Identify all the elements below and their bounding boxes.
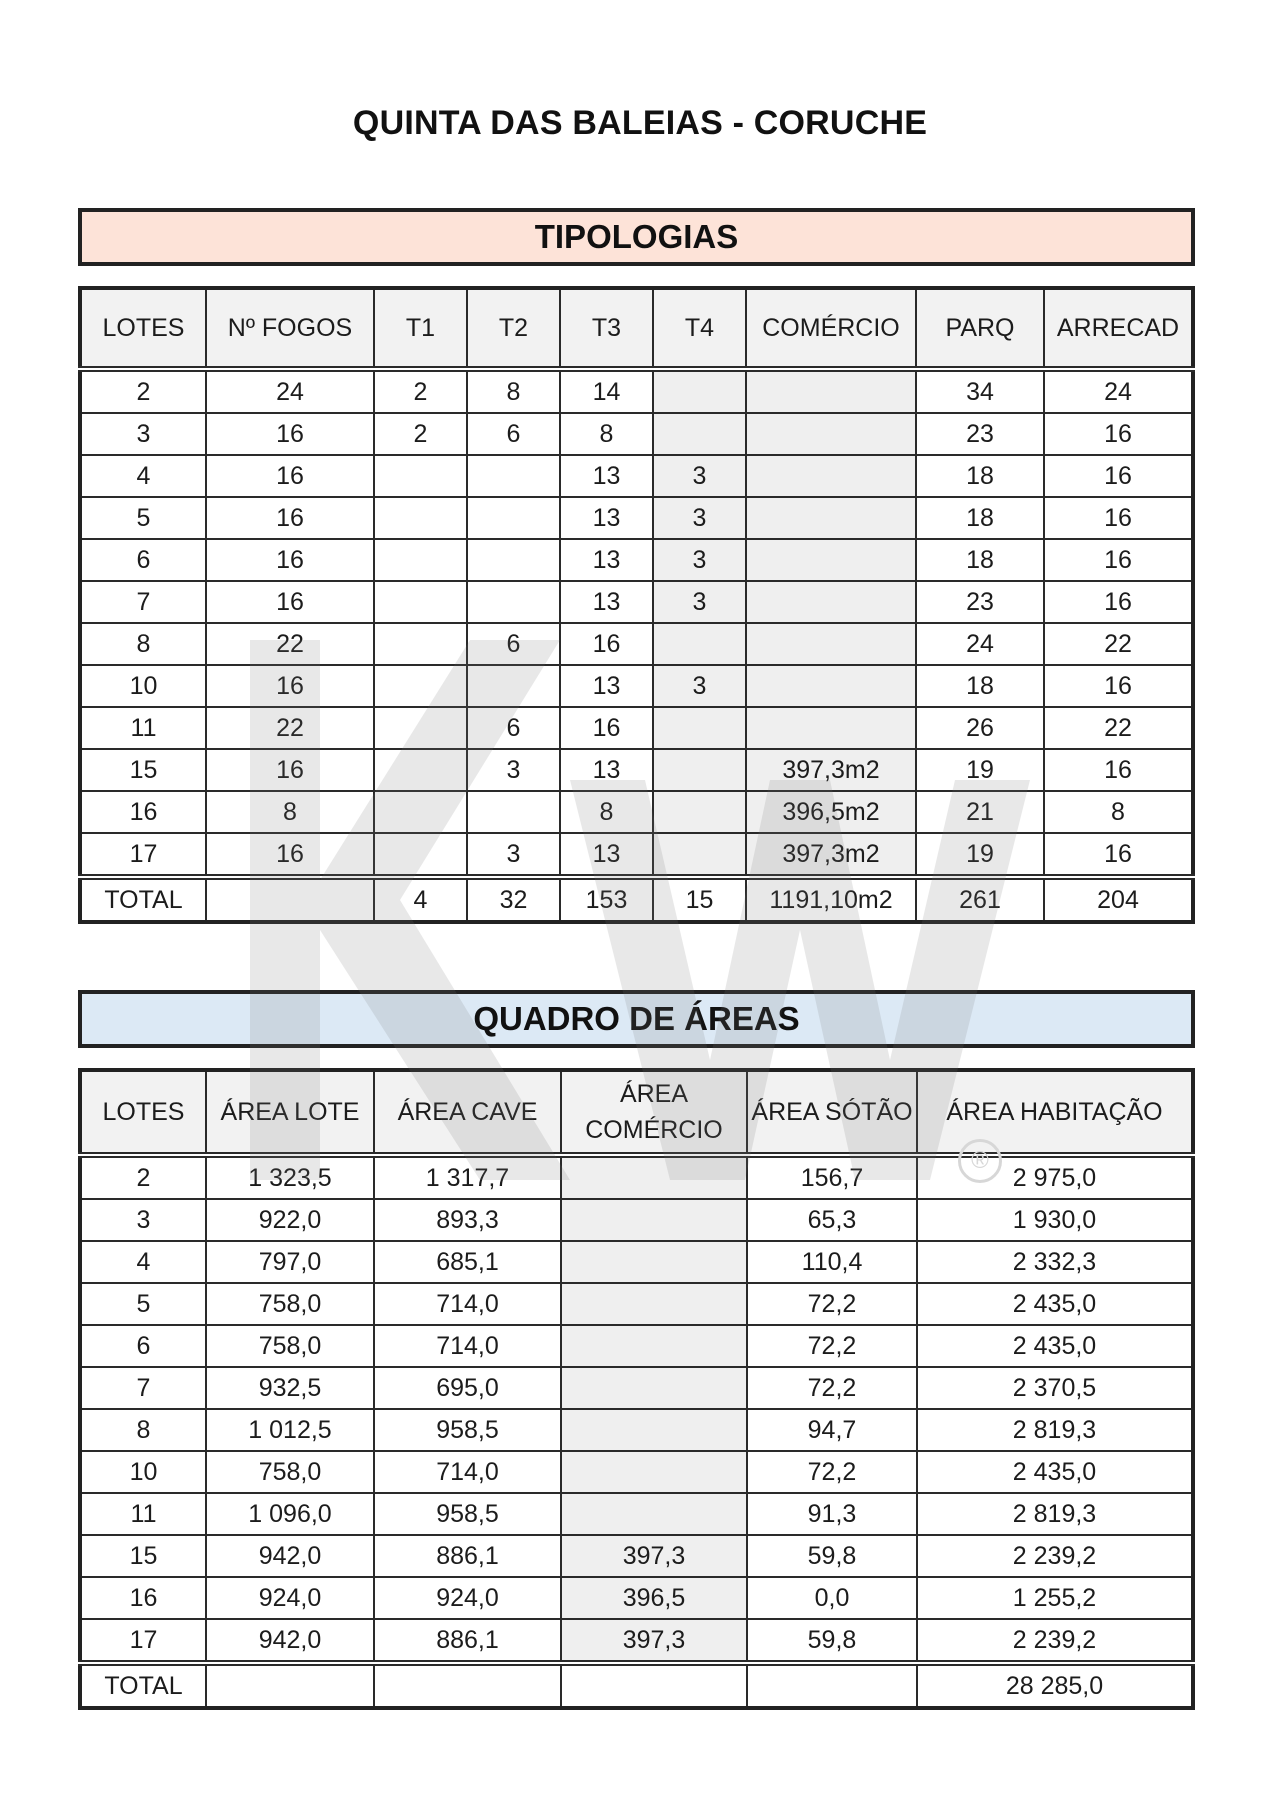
tipologias-column-header: T4 bbox=[653, 288, 746, 369]
areas-cell bbox=[561, 1199, 747, 1241]
areas-cell: 8 bbox=[80, 1409, 206, 1451]
areas-cell: 156,7 bbox=[747, 1155, 917, 1199]
tipologias-cell: 16 bbox=[206, 539, 374, 581]
areas-cell: 1 255,2 bbox=[917, 1577, 1193, 1619]
areas-cell: 1 317,7 bbox=[374, 1155, 561, 1199]
areas-cell: 2 370,5 bbox=[917, 1367, 1193, 1409]
areas-cell: 10 bbox=[80, 1451, 206, 1493]
tipologias-cell: 19 bbox=[916, 749, 1044, 791]
tipologias-cell bbox=[374, 665, 467, 707]
tipologias-cell: 6 bbox=[467, 707, 560, 749]
areas-row bbox=[80, 1325, 1193, 1367]
areas-cell: 893,3 bbox=[374, 1199, 561, 1241]
tipologias-cell: 4 bbox=[374, 877, 467, 922]
areas-row bbox=[80, 1241, 1193, 1283]
tipologias-cell bbox=[653, 413, 746, 455]
tipologias-cell bbox=[467, 791, 560, 833]
tipologias-column-header: ARRECAD bbox=[1044, 288, 1193, 369]
tipologias-cell: 6 bbox=[467, 413, 560, 455]
tipologias-column-header: T2 bbox=[467, 288, 560, 369]
tipologias-cell: 24 bbox=[916, 623, 1044, 665]
tipologias-cell: 13 bbox=[560, 665, 653, 707]
tipologias-cell: 397,3m2 bbox=[746, 833, 916, 877]
areas-cell: 28 285,0 bbox=[917, 1663, 1193, 1708]
tipologias-cell: 5 bbox=[80, 497, 206, 539]
tipologias-cell: 8 bbox=[206, 791, 374, 833]
areas-row bbox=[80, 1535, 1193, 1577]
areas-cell: 2 435,0 bbox=[917, 1325, 1193, 1367]
tipologias-cell: 2 bbox=[374, 369, 467, 413]
areas-column-header: ÁREA COMÉRCIO bbox=[561, 1070, 747, 1155]
tipologias-row bbox=[80, 539, 1193, 581]
tipologias-column-header: LOTES bbox=[80, 288, 206, 369]
tipologias-cell: 24 bbox=[206, 369, 374, 413]
tipologias-cell bbox=[374, 791, 467, 833]
tipologias-column-header: COMÉRCIO bbox=[746, 288, 916, 369]
tipologias-cell: 8 bbox=[560, 791, 653, 833]
tipologias-cell: 15 bbox=[80, 749, 206, 791]
tipologias-cell: 17 bbox=[80, 833, 206, 877]
areas-cell bbox=[561, 1283, 747, 1325]
areas-cell: 942,0 bbox=[206, 1619, 374, 1663]
tipologias-cell: 397,3m2 bbox=[746, 749, 916, 791]
areas-cell bbox=[747, 1663, 917, 1708]
tipologias-cell: 32 bbox=[467, 877, 560, 922]
tipologias-title: TIPOLOGIAS bbox=[78, 208, 1195, 266]
areas-row bbox=[80, 1409, 1193, 1451]
areas-header-row bbox=[80, 1070, 1193, 1155]
tipologias-row bbox=[80, 581, 1193, 623]
tipologias-table bbox=[78, 286, 1195, 924]
areas-cell: 1 930,0 bbox=[917, 1199, 1193, 1241]
tipologias-cell: 16 bbox=[1044, 833, 1193, 877]
areas-cell: 2 239,2 bbox=[917, 1619, 1193, 1663]
tipologias-cell: 26 bbox=[916, 707, 1044, 749]
tipologias-row bbox=[80, 665, 1193, 707]
tipologias-cell: 3 bbox=[653, 497, 746, 539]
tipologias-cell: 153 bbox=[560, 877, 653, 922]
tipologias-cell: 3 bbox=[653, 665, 746, 707]
areas-row bbox=[80, 1451, 1193, 1493]
tipologias-cell: 16 bbox=[1044, 413, 1193, 455]
tipologias-cell: 8 bbox=[467, 369, 560, 413]
tipologias-cell: 13 bbox=[560, 497, 653, 539]
tipologias-cell bbox=[374, 623, 467, 665]
tipologias-row bbox=[80, 497, 1193, 539]
tipologias-cell: 16 bbox=[206, 749, 374, 791]
areas-cell: 2 435,0 bbox=[917, 1451, 1193, 1493]
tipologias-cell: 1191,10m2 bbox=[746, 877, 916, 922]
areas-cell: 72,2 bbox=[747, 1325, 917, 1367]
tipologias-cell: 8 bbox=[560, 413, 653, 455]
areas-row bbox=[80, 1367, 1193, 1409]
areas-cell: 65,3 bbox=[747, 1199, 917, 1241]
areas-cell: 72,2 bbox=[747, 1451, 917, 1493]
tipologias-column-header: T3 bbox=[560, 288, 653, 369]
areas-row bbox=[80, 1199, 1193, 1241]
tipologias-cell: 11 bbox=[80, 707, 206, 749]
areas-cell: TOTAL bbox=[80, 1663, 206, 1708]
tipologias-header-row bbox=[80, 288, 1193, 369]
areas-cell: 2 819,3 bbox=[917, 1409, 1193, 1451]
areas-cell bbox=[206, 1663, 374, 1708]
tipologias-cell bbox=[746, 369, 916, 413]
areas-cell: 922,0 bbox=[206, 1199, 374, 1241]
tipologias-cell: 18 bbox=[916, 497, 1044, 539]
tipologias-cell: 3 bbox=[653, 581, 746, 623]
tipologias-cell: 261 bbox=[916, 877, 1044, 922]
areas-cell: 72,2 bbox=[747, 1283, 917, 1325]
areas-cell: 2 435,0 bbox=[917, 1283, 1193, 1325]
areas-cell: 714,0 bbox=[374, 1325, 561, 1367]
tipologias-cell bbox=[653, 369, 746, 413]
tipologias-cell: 15 bbox=[653, 877, 746, 922]
areas-cell: 695,0 bbox=[374, 1367, 561, 1409]
tipologias-cell: 396,5m2 bbox=[746, 791, 916, 833]
tipologias-cell bbox=[746, 539, 916, 581]
areas-row bbox=[80, 1577, 1193, 1619]
tipologias-row bbox=[80, 413, 1193, 455]
tipologias-row bbox=[80, 623, 1193, 665]
tipologias-row bbox=[80, 749, 1193, 791]
tipologias-cell: 16 bbox=[80, 791, 206, 833]
tipologias-row bbox=[80, 707, 1193, 749]
areas-cell: 1 012,5 bbox=[206, 1409, 374, 1451]
tipologias-cell bbox=[653, 623, 746, 665]
tipologias-cell: 3 bbox=[653, 539, 746, 581]
tipologias-cell: 16 bbox=[1044, 455, 1193, 497]
tipologias-cell: 16 bbox=[206, 413, 374, 455]
tipologias-cell: 7 bbox=[80, 581, 206, 623]
areas-cell bbox=[561, 1367, 747, 1409]
areas-cell: 397,3 bbox=[561, 1619, 747, 1663]
areas-cell: 17 bbox=[80, 1619, 206, 1663]
areas-cell bbox=[561, 1663, 747, 1708]
tipologias-cell: 3 bbox=[653, 455, 746, 497]
areas-cell: 72,2 bbox=[747, 1367, 917, 1409]
tipologias-cell bbox=[467, 497, 560, 539]
tipologias-cell bbox=[374, 455, 467, 497]
areas-cell bbox=[561, 1451, 747, 1493]
tipologias-cell: 6 bbox=[80, 539, 206, 581]
tipologias-total-row bbox=[80, 877, 1193, 922]
tipologias-cell: 3 bbox=[80, 413, 206, 455]
tipologias-row bbox=[80, 833, 1193, 877]
areas-cell: 6 bbox=[80, 1325, 206, 1367]
tipologias-cell: 22 bbox=[1044, 707, 1193, 749]
tipologias-cell: 18 bbox=[916, 455, 1044, 497]
tipologias-cell bbox=[653, 707, 746, 749]
areas-cell: 91,3 bbox=[747, 1493, 917, 1535]
tipologias-cell bbox=[653, 833, 746, 877]
tipologias-cell: 16 bbox=[1044, 665, 1193, 707]
tipologias-cell: 10 bbox=[80, 665, 206, 707]
tipologias-cell bbox=[374, 707, 467, 749]
tipologias-row bbox=[80, 455, 1193, 497]
areas-cell: 685,1 bbox=[374, 1241, 561, 1283]
tipologias-cell: 16 bbox=[560, 623, 653, 665]
tipologias-cell bbox=[374, 497, 467, 539]
tipologias-cell bbox=[374, 833, 467, 877]
tipologias-cell bbox=[746, 413, 916, 455]
areas-cell bbox=[374, 1663, 561, 1708]
areas-cell: 714,0 bbox=[374, 1451, 561, 1493]
areas-cell: 886,1 bbox=[374, 1619, 561, 1663]
areas-cell: 11 bbox=[80, 1493, 206, 1535]
tipologias-cell bbox=[374, 581, 467, 623]
tipologias-cell bbox=[746, 581, 916, 623]
areas-cell: 886,1 bbox=[374, 1535, 561, 1577]
tipologias-cell: 2 bbox=[80, 369, 206, 413]
areas-cell: 3 bbox=[80, 1199, 206, 1241]
tipologias-cell: 19 bbox=[916, 833, 1044, 877]
areas-cell: 110,4 bbox=[747, 1241, 917, 1283]
tipologias-cell bbox=[467, 665, 560, 707]
tipologias-cell: 21 bbox=[916, 791, 1044, 833]
tipologias-row bbox=[80, 369, 1193, 413]
tipologias-cell: 13 bbox=[560, 833, 653, 877]
tipologias-cell: 13 bbox=[560, 749, 653, 791]
areas-cell: 797,0 bbox=[206, 1241, 374, 1283]
areas-column-header: LOTES bbox=[80, 1070, 206, 1155]
tipologias-cell: 8 bbox=[80, 623, 206, 665]
tipologias-cell: 6 bbox=[467, 623, 560, 665]
tipologias-cell: 22 bbox=[1044, 623, 1193, 665]
tipologias-cell: 16 bbox=[1044, 749, 1193, 791]
areas-table bbox=[78, 1068, 1195, 1710]
tipologias-cell bbox=[746, 665, 916, 707]
tipologias-row bbox=[80, 791, 1193, 833]
tipologias-cell: 23 bbox=[916, 581, 1044, 623]
tipologias-cell: 8 bbox=[1044, 791, 1193, 833]
registered-mark-icon: ® bbox=[958, 1139, 1002, 1183]
areas-row bbox=[80, 1155, 1193, 1199]
areas-cell: 924,0 bbox=[374, 1577, 561, 1619]
areas-cell bbox=[561, 1409, 747, 1451]
tipologias-cell bbox=[746, 455, 916, 497]
tipologias-cell: 22 bbox=[206, 707, 374, 749]
tipologias-cell: 16 bbox=[206, 833, 374, 877]
areas-cell: 5 bbox=[80, 1283, 206, 1325]
areas-cell: 924,0 bbox=[206, 1577, 374, 1619]
areas-cell: 396,5 bbox=[561, 1577, 747, 1619]
areas-column-header: ÁREA LOTE bbox=[206, 1070, 374, 1155]
tipologias-cell: 4 bbox=[80, 455, 206, 497]
tipologias-cell: 16 bbox=[206, 455, 374, 497]
areas-cell: 59,8 bbox=[747, 1535, 917, 1577]
tipologias-cell: 13 bbox=[560, 539, 653, 581]
tipologias-cell bbox=[653, 749, 746, 791]
areas-cell: 2 332,3 bbox=[917, 1241, 1193, 1283]
areas-title: QUADRO DE ÁREAS bbox=[78, 990, 1195, 1048]
tipologias-cell bbox=[467, 539, 560, 581]
document-title: QUINTA DAS BALEIAS - CORUCHE bbox=[352, 104, 928, 142]
areas-cell: 7 bbox=[80, 1367, 206, 1409]
areas-row bbox=[80, 1283, 1193, 1325]
areas-cell: 0,0 bbox=[747, 1577, 917, 1619]
tipologias-cell bbox=[746, 707, 916, 749]
tipologias-cell: 16 bbox=[1044, 497, 1193, 539]
areas-cell: 714,0 bbox=[374, 1283, 561, 1325]
tipologias-column-header: PARQ bbox=[916, 288, 1044, 369]
tipologias-cell bbox=[467, 581, 560, 623]
tipologias-cell bbox=[206, 877, 374, 922]
areas-row bbox=[80, 1619, 1193, 1663]
tipologias-cell bbox=[374, 539, 467, 581]
areas-cell: 758,0 bbox=[206, 1451, 374, 1493]
areas-cell: 758,0 bbox=[206, 1283, 374, 1325]
tipologias-column-header: Nº FOGOS bbox=[206, 288, 374, 369]
tipologias-cell: TOTAL bbox=[80, 877, 206, 922]
areas-column-header: ÁREA SÓTÃO bbox=[747, 1070, 917, 1155]
areas-cell: 1 323,5 bbox=[206, 1155, 374, 1199]
areas-column-header: ÁREA CAVE bbox=[374, 1070, 561, 1155]
tipologias-cell: 22 bbox=[206, 623, 374, 665]
tipologias-cell bbox=[653, 791, 746, 833]
tipologias-cell: 24 bbox=[1044, 369, 1193, 413]
tipologias-cell: 16 bbox=[206, 581, 374, 623]
areas-cell: 958,5 bbox=[374, 1409, 561, 1451]
areas-cell: 59,8 bbox=[747, 1619, 917, 1663]
tipologias-cell: 18 bbox=[916, 665, 1044, 707]
tipologias-cell: 2 bbox=[374, 413, 467, 455]
areas-cell: 397,3 bbox=[561, 1535, 747, 1577]
areas-cell: 2 975,0 bbox=[917, 1155, 1193, 1199]
areas-cell bbox=[561, 1241, 747, 1283]
tipologias-cell: 16 bbox=[560, 707, 653, 749]
areas-cell bbox=[561, 1493, 747, 1535]
areas-cell: 758,0 bbox=[206, 1325, 374, 1367]
tipologias-cell: 16 bbox=[1044, 581, 1193, 623]
tipologias-cell: 18 bbox=[916, 539, 1044, 581]
areas-cell: 16 bbox=[80, 1577, 206, 1619]
areas-cell: 2 bbox=[80, 1155, 206, 1199]
areas-total-row bbox=[80, 1663, 1193, 1708]
tipologias-cell bbox=[746, 623, 916, 665]
areas-cell: 94,7 bbox=[747, 1409, 917, 1451]
tipologias-column-header: T1 bbox=[374, 288, 467, 369]
tipologias-cell bbox=[746, 497, 916, 539]
areas-cell: 15 bbox=[80, 1535, 206, 1577]
areas-cell: 932,5 bbox=[206, 1367, 374, 1409]
areas-cell: 1 096,0 bbox=[206, 1493, 374, 1535]
tipologias-cell: 204 bbox=[1044, 877, 1193, 922]
tipologias-cell: 3 bbox=[467, 749, 560, 791]
tipologias-cell: 14 bbox=[560, 369, 653, 413]
tipologias-cell: 16 bbox=[206, 665, 374, 707]
tipologias-cell: 23 bbox=[916, 413, 1044, 455]
areas-cell: 2 239,2 bbox=[917, 1535, 1193, 1577]
tipologias-cell: 16 bbox=[206, 497, 374, 539]
areas-column-header: ÁREA HABITAÇÃO bbox=[917, 1070, 1193, 1155]
areas-cell bbox=[561, 1325, 747, 1367]
tipologias-cell: 16 bbox=[1044, 539, 1193, 581]
areas-cell: 958,5 bbox=[374, 1493, 561, 1535]
areas-cell: 4 bbox=[80, 1241, 206, 1283]
tipologias-cell bbox=[467, 455, 560, 497]
areas-row bbox=[80, 1493, 1193, 1535]
areas-cell: 2 819,3 bbox=[917, 1493, 1193, 1535]
tipologias-cell: 34 bbox=[916, 369, 1044, 413]
tipologias-cell: 3 bbox=[467, 833, 560, 877]
tipologias-cell: 13 bbox=[560, 581, 653, 623]
areas-cell: 942,0 bbox=[206, 1535, 374, 1577]
tipologias-cell: 13 bbox=[560, 455, 653, 497]
tipologias-cell bbox=[374, 749, 467, 791]
areas-cell bbox=[561, 1155, 747, 1199]
